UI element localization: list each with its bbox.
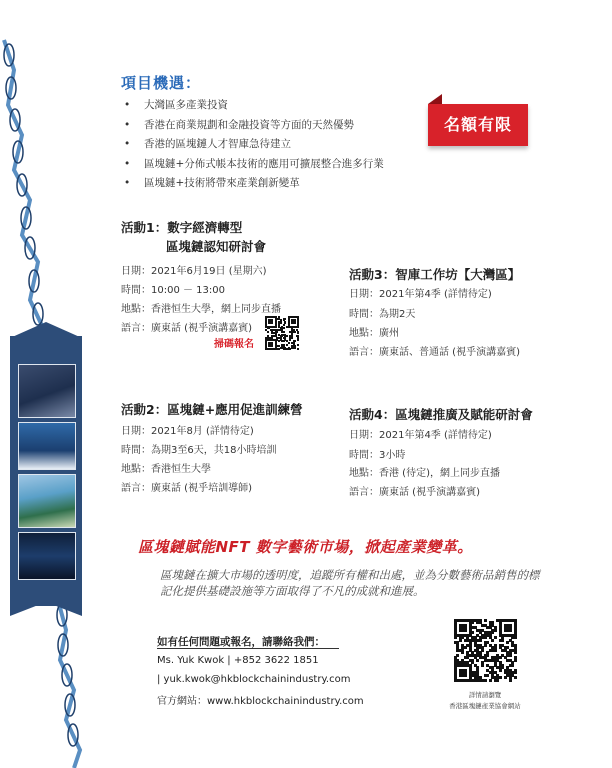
qr-module [476, 659, 479, 662]
contact-name-phone: Ms. Yuk Kwok | +852 3622 1851 [157, 655, 319, 666]
qr-module [294, 347, 296, 349]
activity4-language: 語言：廣東話 (視乎演講嘉賓) [349, 487, 480, 498]
qr-module [267, 331, 269, 333]
qr-caption-line2: 香港區塊鏈產業協會網站 [449, 702, 521, 710]
activity4-time: 時間：3小時 [349, 450, 406, 461]
qr-module [514, 651, 517, 654]
activity2-title: 活動2：區塊鏈+應用促進訓練營 [121, 402, 303, 417]
qr-module [501, 639, 504, 642]
activity2-language: 語言：廣東話 (視乎培訓導師) [121, 483, 252, 494]
qr-module [297, 332, 299, 334]
badge-label: 名額有限 [443, 115, 512, 134]
contact-title-underline [157, 648, 339, 649]
activity4-date: 日期：2021年第4季 (詳情待定) [349, 430, 492, 441]
activity2-date: 日期：2021年8月 (詳情待定) [121, 426, 254, 437]
activity1-time: 時間：10:00 － 13:00 [121, 285, 225, 296]
activity2-venue: 地點：香港恒生大學 [121, 464, 211, 475]
activity3-title: 活動3：智庫工作坊【大灣區】 [349, 267, 521, 282]
qr-module [514, 676, 517, 679]
list-item: • 香港的區塊鏈人才智庫急待建立 [124, 135, 384, 155]
qr-module [509, 679, 512, 682]
activity1-subtitle: 區塊鏈認知研討會 [166, 239, 267, 254]
qr-module [464, 674, 467, 677]
qr-module [484, 636, 487, 639]
activity3-date: 日期：2021年第4季 (詳情待定) [349, 289, 492, 300]
qr-module [454, 636, 457, 639]
qr-module [486, 674, 489, 677]
qr-module [289, 339, 291, 341]
qr-module [294, 331, 296, 333]
list-item: • 區塊鏈+分佈式帳本技術的應用可擴展整合進多行業 [124, 155, 384, 175]
qr-module [506, 641, 509, 644]
qr-module [283, 331, 285, 333]
event-photo-ceremony [18, 422, 76, 470]
qr-module [514, 636, 517, 639]
qr-module [509, 629, 512, 632]
qr-module [297, 339, 299, 341]
qr-module [494, 649, 497, 652]
qr-module [297, 348, 299, 350]
qr-module [489, 679, 492, 682]
qr-module [484, 679, 487, 682]
scan-to-register-label: 掃碼報名 [214, 339, 254, 350]
qr-module [271, 322, 273, 324]
nft-headline: 區塊鏈賦能NFT 數字藝術市場，掀起產業變革。 [138, 538, 473, 556]
banner-top-notch [10, 322, 82, 338]
badge-fold [428, 94, 442, 104]
activity1-venue: 地點：香港恒生大學，網上同步直播 [121, 304, 281, 315]
activity4-venue: 地點：香港 (待定)，網上同步直播 [349, 468, 500, 479]
qr-module [278, 340, 280, 342]
qr-module [294, 322, 296, 324]
activity1-title: 活動1：數字經濟轉型 [121, 220, 243, 235]
list-item: • 大灣區多產業投資 [124, 96, 384, 116]
qr-module [275, 326, 277, 328]
activity2-time: 時間：為期3至6天，共18小時培訓 [121, 445, 277, 456]
activity1-date: 日期：2021年6月19日 (星期六) [121, 266, 267, 277]
qr-module [496, 679, 499, 682]
activity1-language: 語言：廣東話 (視乎演講嘉賓) [121, 323, 252, 334]
qr-module [297, 326, 299, 328]
city-night-photo [18, 532, 76, 580]
qr-module [504, 676, 507, 679]
qr-module [286, 344, 288, 346]
activity3-time: 時間：為期2天 [349, 309, 416, 320]
registration-qr-code[interactable] [265, 316, 299, 350]
qr-module [484, 619, 487, 622]
limited-places-badge [428, 104, 528, 146]
contact-email[interactable]: | yuk.kwok@hkblockchainindustry.com [157, 674, 351, 685]
qr-module [511, 664, 514, 667]
opportunities-list [124, 96, 384, 194]
greater-bay-area-aerial-photo [18, 474, 76, 528]
list-item: • 區塊鏈+技術將帶來產業創新變革 [124, 174, 384, 194]
activity4-title: 活動4：區塊鏈推廣及賦能研討會 [349, 407, 533, 422]
activity3-venue: 地點：廣州 [349, 328, 399, 339]
event-photo-group [18, 364, 76, 418]
opportunities-title: 項目機遇： [121, 74, 202, 92]
qr-module [491, 639, 494, 642]
photo-banner [10, 336, 82, 606]
qr-module [271, 345, 273, 347]
banner-bottom-notch [10, 594, 82, 616]
activity3-language: 語言：廣東話、普通話 (視乎演講嘉賓) [349, 347, 520, 358]
contact-title: 如有任何問題或報名，請聯絡我們： [157, 636, 325, 648]
qr-module [479, 639, 482, 642]
qr-caption-line1: 詳情請瀏覽 [468, 691, 502, 699]
website-qr-code[interactable] [454, 619, 516, 681]
qr-module [289, 348, 291, 350]
list-item: • 香港在商業規劃和金融投資等方面的天然優勢 [124, 116, 384, 136]
qr-module [464, 629, 467, 632]
qr-module [461, 651, 464, 654]
qr-module [297, 344, 299, 346]
contact-website[interactable]: 官方網站：www.hkblockchainindustry.com [157, 696, 364, 707]
qr-module [283, 340, 285, 342]
qr-module [278, 348, 280, 350]
qr-module [499, 669, 502, 672]
qr-module [509, 654, 512, 657]
nft-description: 區塊鏈在擴大市場的透明度，追蹤所有權和出處，並為分數藝術品銷售的標記化提供基礎設施等方面取得了不凡的成就和進展。 [160, 568, 540, 598]
qr-module [481, 664, 484, 667]
